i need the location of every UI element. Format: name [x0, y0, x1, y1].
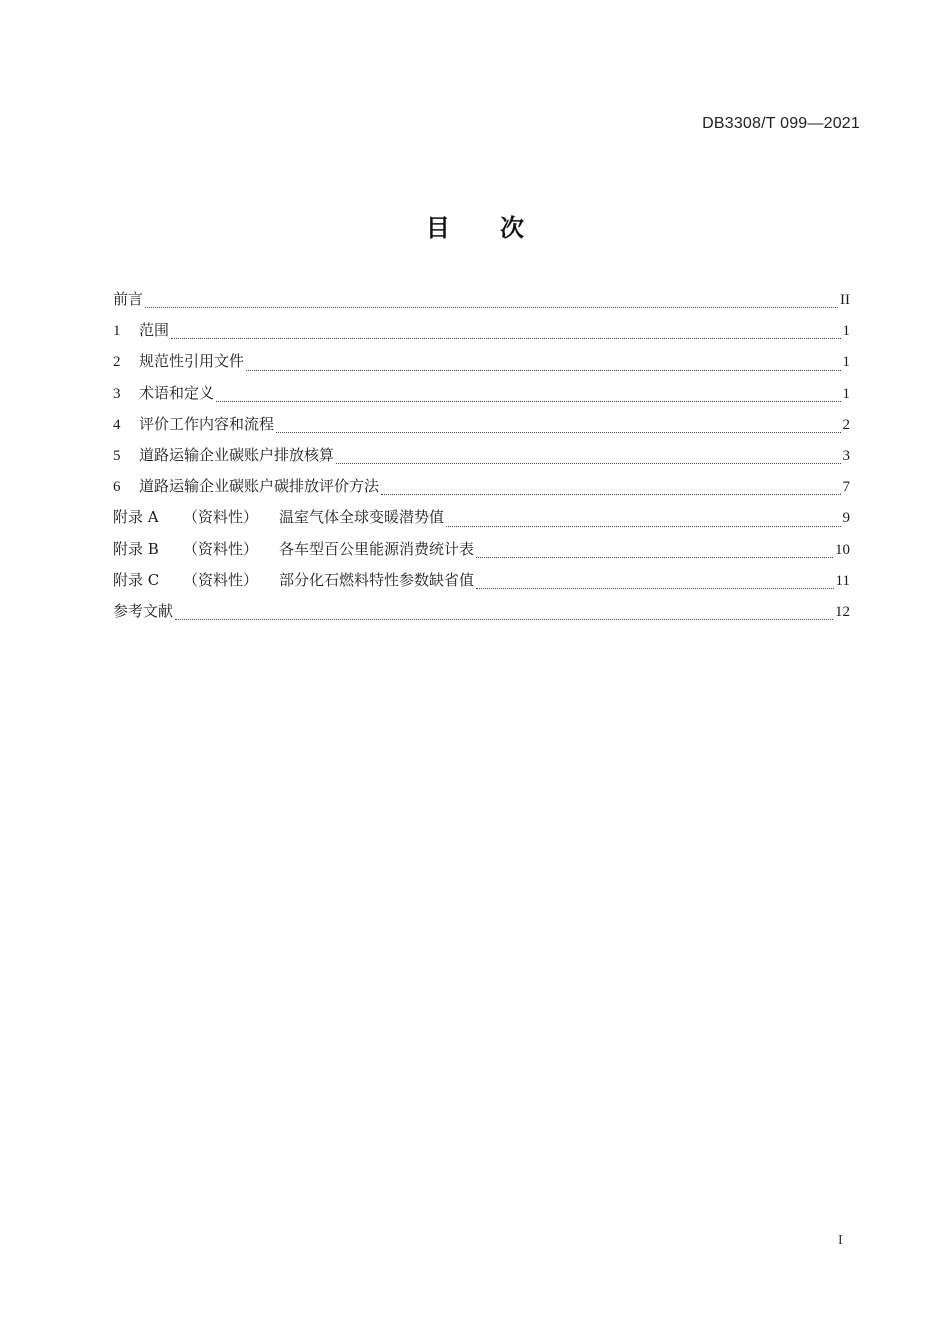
toc-entry-page: II — [840, 292, 850, 308]
toc-appendix-id: 附录 A — [113, 508, 159, 527]
toc-dot-leader — [145, 306, 838, 308]
toc-appendix-id: 附录 C — [113, 570, 160, 589]
toc-entry-label: 术语和定义 — [139, 383, 215, 402]
toc-dot-leader — [476, 556, 833, 558]
toc-entry-appendix-c[interactable] — [113, 569, 850, 600]
toc-dot-leader — [216, 400, 840, 402]
toc-dot-leader — [276, 431, 840, 433]
toc-entry-label: 前言 — [113, 290, 144, 308]
toc-entry-page: 1 — [842, 354, 850, 371]
toc-entry-page: 12 — [835, 603, 850, 620]
toc-entry-number: 6 — [113, 479, 121, 496]
toc-dot-leader — [476, 587, 834, 589]
table-of-contents — [113, 288, 850, 631]
toc-entry-page: 7 — [842, 479, 850, 496]
toc-entry-label: 范围 — [139, 321, 170, 340]
toc-entry-label: 道路运输企业碳账户排放核算 — [139, 445, 335, 464]
toc-entry-appendix-a[interactable] — [113, 506, 850, 537]
toc-entry-foreword[interactable] — [113, 288, 850, 319]
toc-entry-appendix-b[interactable] — [113, 538, 850, 569]
toc-entry-scope[interactable] — [113, 319, 850, 350]
toc-entry-label: 温室气体全球变暖潜势值 — [279, 508, 445, 527]
toc-entry-page: 9 — [842, 510, 850, 527]
toc-entry-number: 3 — [113, 385, 121, 402]
toc-dot-leader — [246, 369, 840, 371]
toc-entry-label: 参考文献 — [113, 601, 174, 620]
toc-entry-page: 10 — [835, 541, 850, 558]
toc-entry-number: 1 — [113, 323, 121, 340]
toc-appendix-id: 附录 B — [113, 539, 159, 558]
toc-dot-leader — [336, 462, 840, 464]
toc-entry-terms-definitions[interactable] — [113, 382, 850, 413]
toc-entry-label: 道路运输企业碳账户碳排放评价方法 — [139, 477, 380, 496]
toc-entry-label: 各车型百公里能源消费统计表 — [279, 539, 475, 558]
document-code: DB3308/T 099—2021 — [702, 115, 860, 132]
toc-dot-leader — [175, 618, 833, 620]
page-number: I — [838, 1233, 843, 1248]
toc-entry-label: 规范性引用文件 — [139, 352, 245, 371]
toc-entry-number: 2 — [113, 354, 121, 371]
toc-entry-emission-accounting[interactable] — [113, 444, 850, 475]
toc-entry-evaluation-process[interactable] — [113, 413, 850, 444]
toc-entry-page: 2 — [842, 416, 850, 433]
toc-appendix-nature: （资料性） — [183, 508, 259, 527]
toc-entry-evaluation-method[interactable] — [113, 475, 850, 506]
toc-appendix-nature: （资料性） — [183, 539, 259, 558]
toc-entry-number: 4 — [113, 416, 121, 433]
toc-dot-leader — [446, 525, 840, 527]
toc-entry-page: 11 — [835, 572, 850, 589]
toc-entry-page: 1 — [842, 385, 850, 402]
toc-dot-leader — [171, 337, 840, 339]
toc-entry-bibliography[interactable] — [113, 600, 850, 631]
toc-entry-page: 1 — [842, 323, 850, 340]
toc-appendix-nature: （资料性） — [183, 570, 259, 589]
toc-entry-number: 5 — [113, 447, 121, 464]
toc-entry-label: 部分化石燃料特性参数缺省值 — [279, 570, 475, 589]
toc-entry-normative-references[interactable] — [113, 350, 850, 381]
toc-entry-page: 3 — [842, 447, 850, 464]
toc-entry-label: 评价工作内容和流程 — [139, 414, 275, 433]
toc-title: 目 次 — [425, 214, 525, 242]
toc-dot-leader — [381, 493, 840, 495]
